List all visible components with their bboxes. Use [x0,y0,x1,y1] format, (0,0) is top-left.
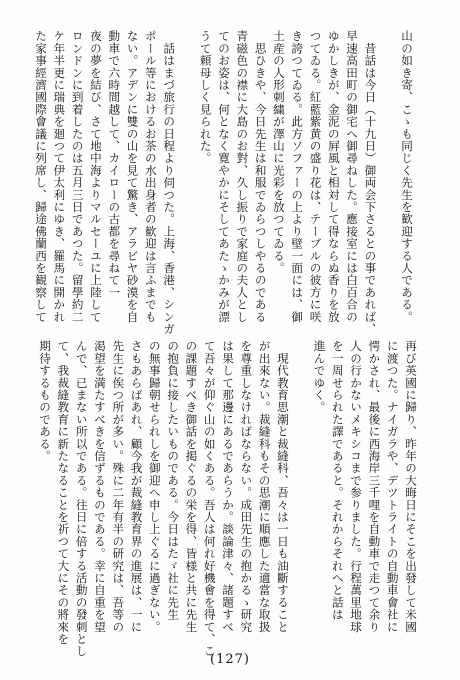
text-line: 人の行かないメキシコまで参りました。行程萬里地球 [349,340,364,633]
text-line: の抱負に接したいものである。今日はたゞ社に先生 [166,340,181,621]
text-line: 思ひきや、今日先生は和服でゐらつしやるのである [253,30,268,323]
text-line: 青磁色の襟に大島のお對、久し振りで家庭の夫人とし [235,30,250,323]
text-line [292,340,310,648]
lower-text-block [36,340,420,658]
text-line: 先生に俟つ所が多い。殊に二年有半の研究は、吾等の [111,340,126,633]
text-line: 期待するものである。 [38,340,53,462]
text-line: を尊重しなければならない。成田先生の抱かるゝ研究 [239,340,254,633]
text-line: に渡つた。ナイガラや、デツトライトの自動車會社に [385,340,400,633]
text-line [379,30,397,340]
text-line: 土産の人形刺繍が澤山に光彩を放つてゐる。 [271,30,286,274]
text-line: てのお姿は、何となく寛やかにそしてあたゝかみが漂 [217,30,232,323]
upper-text-block [32,30,416,340]
text-line: の無事歸朝せられしを御迎へ申し上ぐるに過ぎない。 [147,340,162,633]
text-line: 話はまづ旅行の日程より伺つた。上海、香港、シンガ [162,30,177,335]
text-line: 昔話は今日（十九日）御両会下さるとの事であれば、 [363,30,378,335]
text-line: さもあらばあれ、顧今我が裁縫教育界の進展は、一に [129,340,144,633]
text-line: 山の如き寄、こゝも同じく先生を歓迎する人である。 [400,30,414,323]
text-line: を一周せられた譯であると。それからそれへと話は [330,340,345,621]
text-line: は果して那邊にあるであらうか。談論津々、諸題すべ [221,340,236,633]
text-line: 早速高田町の御宅へ御尋ねした。應接室には白百合の [345,30,360,323]
text-line [178,30,196,340]
text-line: 夜の夢を結び、さて地中海よりマルセーユに上陸して [88,30,103,323]
text-line: ロンドンに到着したのは五月三日であつた。留學約二 [70,30,85,323]
text-line: 動車で六時間越して、カイローの古都を尋ねて一 [107,30,122,299]
text-line: つてゐる。紅藍紫黄の盛り花は、テーブルの彼方に咲 [308,30,323,323]
page-number: (127) [210,652,250,667]
text-line: 進んでゆく。 [312,340,327,414]
text-line: き誇つてゐる。此方ソファーの上より壁一面には、御 [290,30,305,323]
text-line: て、我裁縫教育に新たなることを祈つて大にその將來を [56,340,71,645]
text-line: んで、已まない所以である。往日に倍する活動の發刺とし [74,340,89,658]
text-line: て吾々が仰ぐ山の如くある。吾人は何れ好機會を得て、こ [202,340,217,658]
text-line: ポール等におけるお茶の水出身者の歓迎は言ふまでも [143,30,158,323]
text-line: ゆかしきが、金泥の屛風と相対して得ならぬ香りを放 [326,30,341,323]
text-line: ケ年半更に瑞典を廻つて伊太利にゆき、羅馬に開かれ [52,30,67,323]
text-line: 現代教育思潮と裁縫科、吾々は一日も油斷すること [275,340,290,633]
text-line: ない。アデンに雙の山を見て驚き、アラビヤ砂漠を自 [125,30,140,323]
text-line: の課題すべき御話を掲ぐるの栄を得、皆様と共に先生 [184,340,199,633]
text-line: 愕かされ、最後に西海岸三千哩を自動車で走つて余り [367,340,382,633]
text-line: 渇望を満たすべきを信ずるものである。幸に自重を望 [92,340,107,633]
text-line: が出來ない。裁縫科もその思潮に順應した適當な取扱 [257,340,272,633]
text-line: うて頼母しく見られた。 [198,30,213,165]
text-line: 再び英國に歸り、昨年の大晦日にそこを出發して米國 [404,340,418,633]
text-line: た家事經濟國際會議に列席し、歸途佛蘭西を観察して [34,30,49,323]
